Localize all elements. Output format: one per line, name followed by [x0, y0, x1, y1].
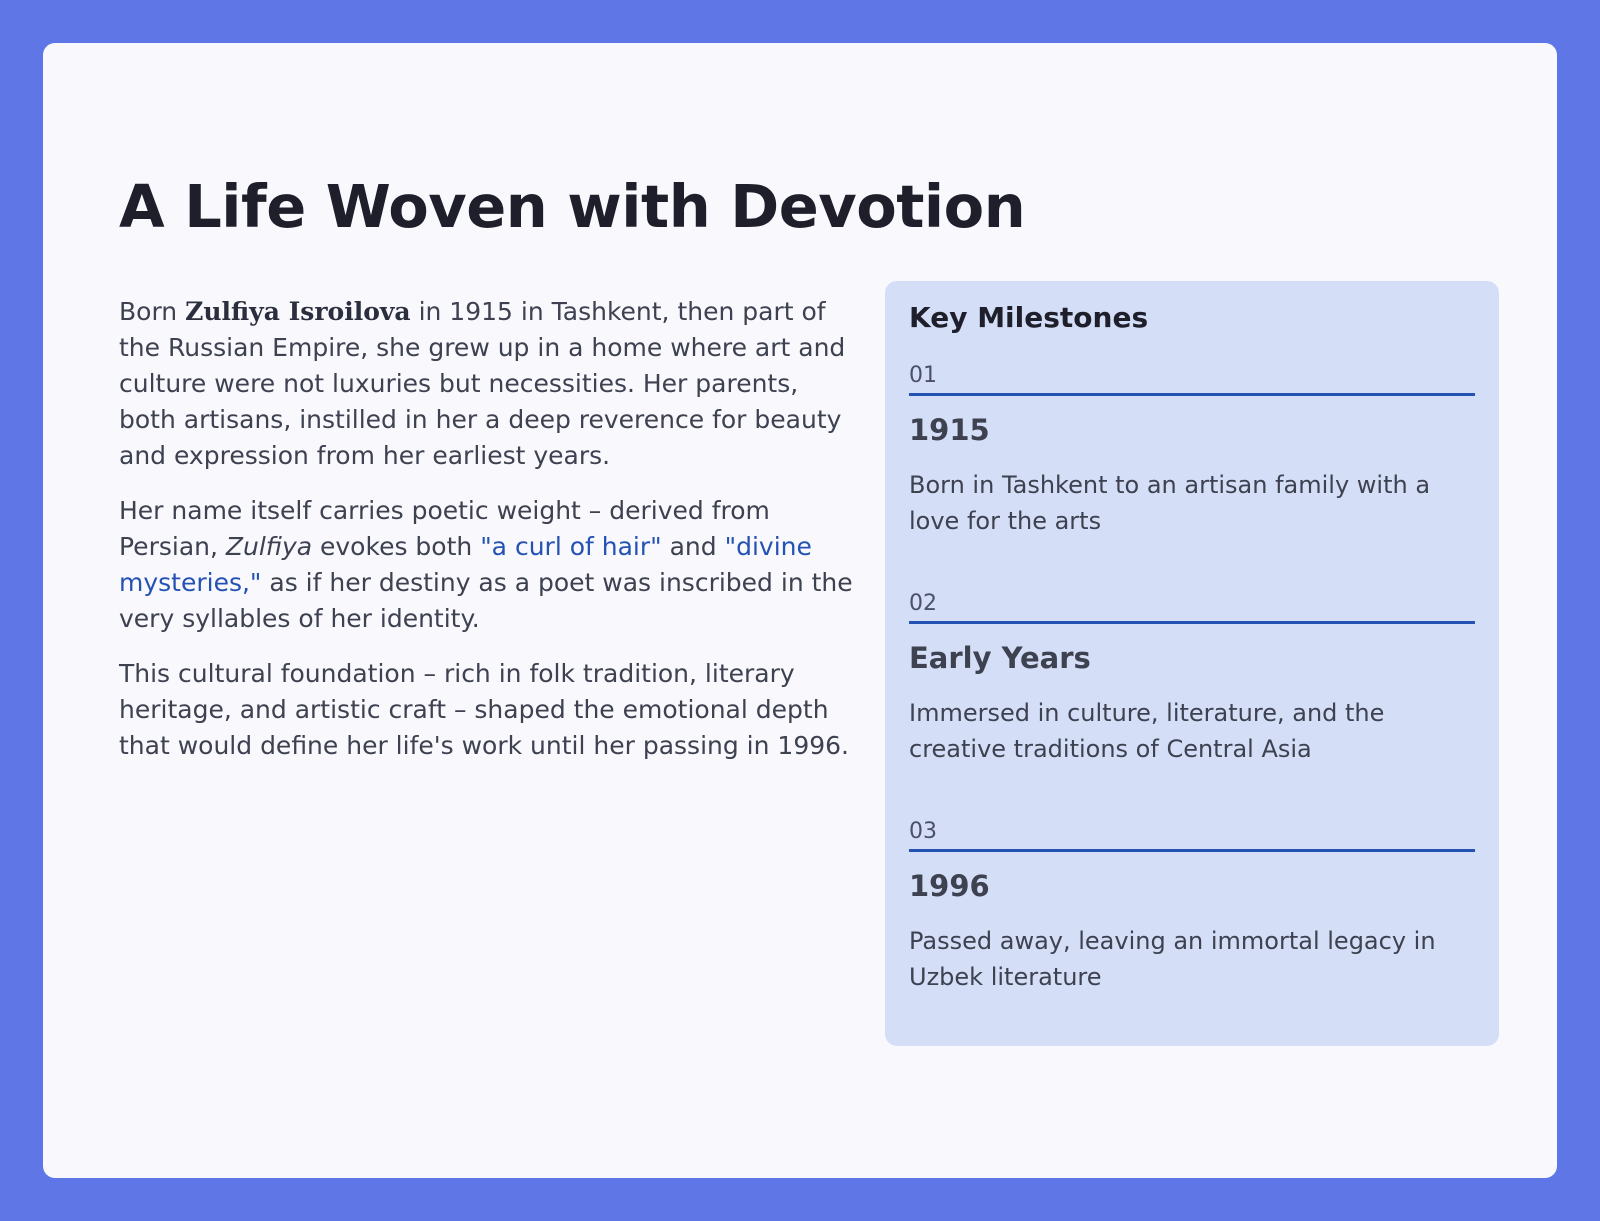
paragraph-1-rest: in 1915 in Tashkent, then part of the Russian Empire, she grew up in a home where art and culture were not luxuries but necessities. Her parents, both artisans, instilled in her a deep reverence for beauty and expression from her earliest years.: [119, 297, 846, 470]
milestone-number: 03: [909, 819, 937, 844]
milestones-panel: [885, 281, 1499, 1046]
milestone-divider: [909, 621, 1475, 624]
paragraph-2-mid2: and: [661, 532, 725, 561]
meaning-quote-1: "a curl of hair": [480, 532, 662, 561]
slide-card: [43, 43, 1557, 1178]
milestone-heading: Early Years: [909, 641, 1091, 675]
milestone-number: 02: [909, 591, 937, 616]
milestone-item: [909, 819, 1475, 995]
biography-text: [119, 294, 859, 783]
milestone-divider: [909, 393, 1475, 396]
milestone-item: [909, 363, 1475, 539]
paragraph-2-rest: as if her destiny as a poet was inscribed in the very syllables of her identity.: [119, 568, 853, 633]
paragraph-2-mid1: evokes both: [312, 532, 481, 561]
poet-name: Zulfiya Isroilova: [185, 297, 411, 326]
milestone-number: 01: [909, 363, 937, 388]
milestones-title: Key Milestones: [909, 301, 1149, 334]
milestone-heading: 1996: [909, 869, 990, 903]
milestone-description: Immersed in culture, literature, and the creative traditions of Central Asia: [909, 699, 1385, 763]
milestone-description: Passed away, leaving an immortal legacy in Uzbek literature: [909, 927, 1436, 991]
milestone-description: Born in Tashkent to an artisan family with a love for the arts: [909, 471, 1431, 535]
milestone-heading: 1915: [909, 413, 990, 447]
milestone-item: [909, 591, 1475, 767]
meaning-quote-2: "divine mysteries,": [119, 532, 812, 597]
paragraph-2-intro: Her name itself carries poetic weight – derived from Persian,: [119, 496, 770, 561]
paragraph-1: [119, 294, 859, 474]
slide-title: A Life Woven with Devotion: [119, 172, 1026, 241]
paragraph-1-intro: Born: [119, 297, 186, 326]
name-term: Zulfiya: [225, 532, 313, 561]
milestone-divider: [909, 849, 1475, 852]
paragraph-3: This cultural foundation – rich in folk tradition, literary heritage, and artistic craft – shaped the emotional depth that would define her life's work until her passing in 1996.: [119, 659, 849, 760]
paragraph-2: [119, 493, 859, 637]
